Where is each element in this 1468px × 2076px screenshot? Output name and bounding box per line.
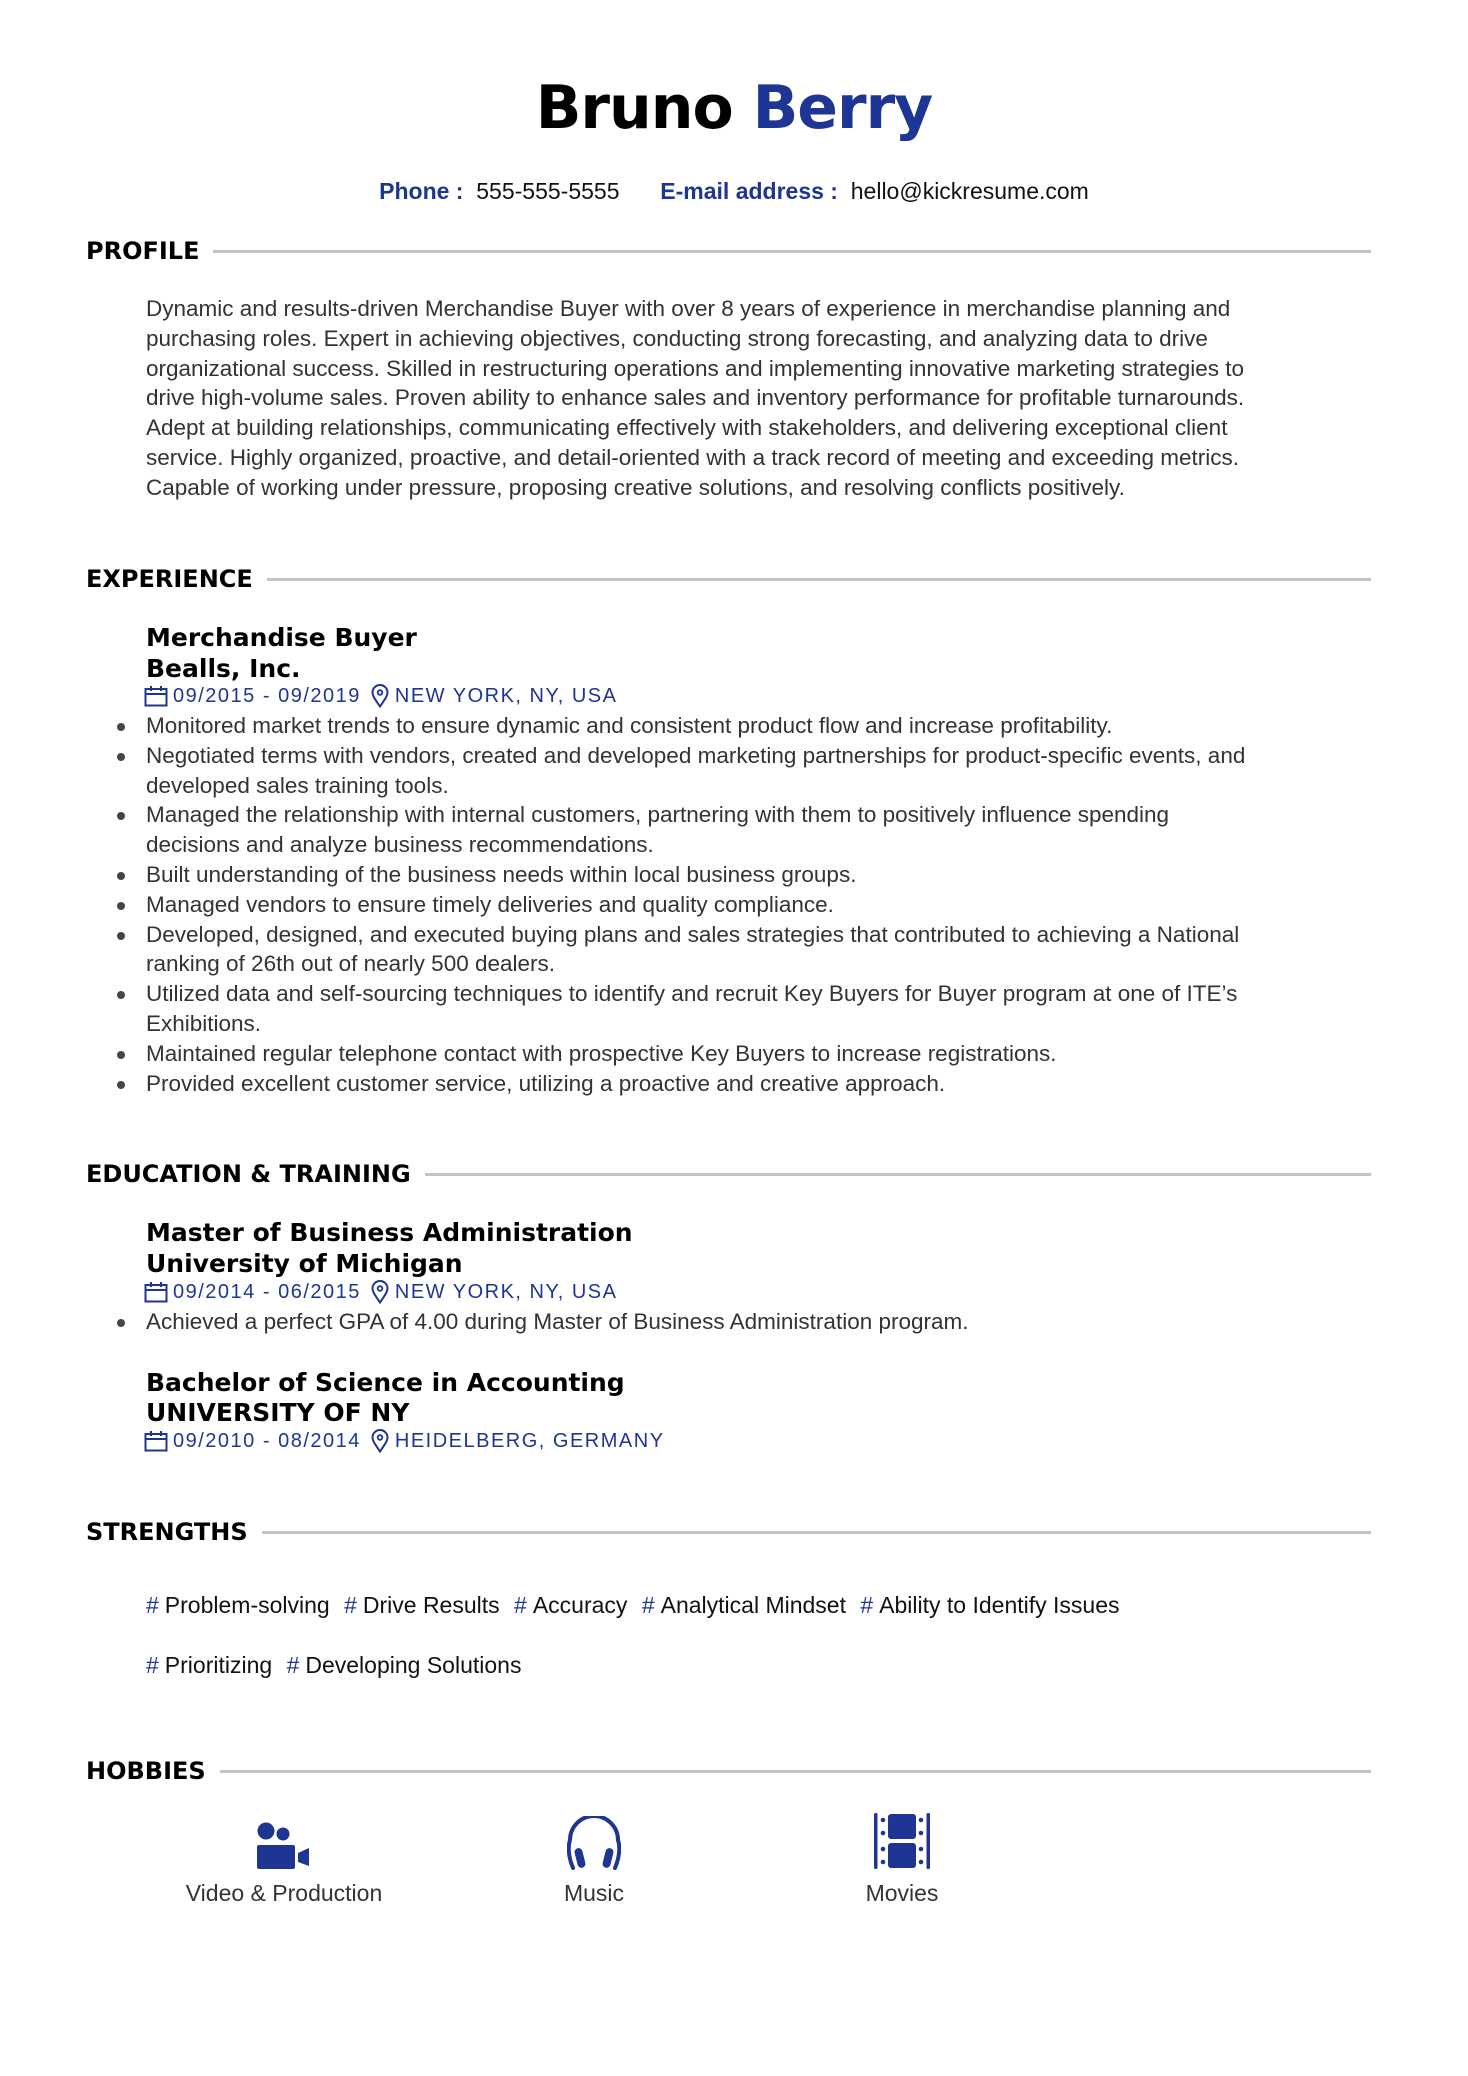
profile-line: organizational success. Skilled in restructuring operations and implementing innovative marketing strategies to — [146, 355, 1245, 381]
section-rule — [220, 1770, 1371, 1773]
section-title: STRENGTHS — [86, 1518, 248, 1546]
school-name: UNIVERSITY OF NY — [146, 1398, 410, 1427]
candidate-name — [0, 72, 1468, 144]
hobby-label: Movies — [865, 1880, 939, 1906]
list-item: Maintained regular telephone contact with prospective Key Buyers to increase registrations. — [146, 1039, 1386, 1069]
section-rule — [262, 1531, 1371, 1534]
education-meta — [144, 1279, 617, 1305]
job-meta — [144, 683, 617, 709]
contact-line — [0, 176, 1468, 206]
profile-line: Adept at building relationships, communicating effectively with stakeholders, and delivering exceptional client — [146, 415, 1228, 441]
calendar-icon — [144, 1430, 168, 1452]
section-education-header — [86, 1157, 1371, 1191]
section-hobbies-header — [86, 1754, 1371, 1788]
film-strip-icon — [772, 1810, 1032, 1870]
list-item: Utilized data and self-sourcing techniques to identify and recruit Key Buyers for Buyer program at one of ITE’s Exhibitions. — [146, 979, 1386, 1039]
phone-value: 555-555-5555 — [476, 178, 620, 204]
section-rule — [267, 578, 1371, 581]
job-location: NEW YORK, NY, USA — [394, 684, 618, 707]
hobby-item — [772, 1810, 1032, 1908]
phone-label: Phone : — [379, 178, 464, 204]
email-value[interactable]: hello@kickresume.com — [850, 178, 1089, 204]
list-item: Achieved a perfect GPA of 4.00 during Master of Business Administration program. — [146, 1307, 1386, 1337]
section-title: EXPERIENCE — [86, 565, 253, 593]
strength-tag: # Analytical Mindset — [641, 1592, 846, 1618]
degree-title: Bachelor of Science in Accounting — [146, 1368, 625, 1397]
education-meta — [144, 1428, 665, 1454]
profile-summary — [146, 294, 1386, 503]
education-dates: 09/2014 - 06/2015 — [173, 1280, 361, 1303]
education-location: HEIDELBERG, GERMANY — [394, 1429, 665, 1452]
email-label: E-mail address : — [660, 178, 838, 204]
section-rule — [425, 1173, 1371, 1176]
profile-line: purchasing roles. Expert in achieving objectives, conducting strong forecasting, and analyzing data to drive — [146, 325, 1208, 351]
section-rule — [213, 250, 1371, 253]
job-company: Bealls, Inc. — [146, 654, 301, 683]
section-title: PROFILE — [86, 237, 200, 265]
education-bullets — [146, 1307, 1386, 1337]
hobby-label: Video & Production — [185, 1880, 383, 1906]
section-title: HOBBIES — [86, 1757, 206, 1785]
list-item: Developed, designed, and executed buying plans and sales strategies that contributed to achieving a National ranking of 26th out of nearly 500 dealers. — [146, 920, 1386, 980]
section-experience-header — [86, 562, 1371, 596]
strength-tag: # Drive Results — [344, 1592, 500, 1618]
location-pin-icon — [371, 1280, 389, 1304]
hobby-label: Music — [563, 1880, 625, 1906]
section-profile-header — [86, 234, 1371, 268]
strengths-row — [146, 1590, 1346, 1620]
degree-title: Master of Business Administration — [146, 1218, 633, 1247]
strengths-row — [146, 1650, 1346, 1680]
list-item: Built understanding of the business needs within local business groups. — [146, 860, 1386, 890]
job-title: Merchandise Buyer — [146, 623, 417, 652]
profile-line: Capable of working under pressure, proposing creative solutions, and resolving conflicts positively. — [146, 474, 1125, 500]
headphones-icon — [464, 1810, 724, 1870]
list-item: Provided excellent customer service, utilizing a proactive and creative approach. — [146, 1069, 1386, 1099]
profile-line: service. Highly organized, proactive, and detail-oriented with a track record of meeting and exceeding metrics. — [146, 444, 1240, 470]
first-name: Bruno — [535, 73, 733, 143]
calendar-icon — [144, 685, 168, 707]
list-item: Monitored market trends to ensure dynamic and consistent product flow and increase profitability. — [146, 711, 1386, 741]
section-strengths-header — [86, 1515, 1371, 1549]
section-title: EDUCATION & TRAINING — [86, 1160, 411, 1188]
hobby-item — [154, 1810, 414, 1908]
location-pin-icon — [371, 684, 389, 708]
job-dates: 09/2015 - 09/2019 — [173, 684, 361, 707]
profile-line: drive high-volume sales. Proven ability to enhance sales and inventory performance for profitable turnarounds. — [146, 385, 1245, 411]
list-item: Managed vendors to ensure timely deliveries and quality compliance. — [146, 890, 1386, 920]
job-bullets — [146, 711, 1386, 1098]
location-pin-icon — [371, 1429, 389, 1453]
list-item: Negotiated terms with vendors, created and developed marketing partnerships for product-specific events, and developed sales training tools. — [146, 741, 1386, 801]
strength-tag: # Problem-solving — [146, 1592, 330, 1618]
strength-tag: # Prioritizing — [146, 1652, 273, 1678]
strength-tag: # Ability to Identify Issues — [860, 1592, 1120, 1618]
video-camera-icon — [154, 1810, 414, 1870]
list-item: Managed the relationship with internal customers, partnering with them to positively influence spending decisions and analyze business recommendations. — [146, 800, 1386, 860]
calendar-icon — [144, 1281, 168, 1303]
last-name: Berry — [752, 73, 933, 143]
education-location: NEW YORK, NY, USA — [394, 1280, 618, 1303]
hobby-item — [464, 1810, 724, 1908]
education-dates: 09/2010 - 08/2014 — [173, 1429, 361, 1452]
strength-tag: # Accuracy — [514, 1592, 628, 1618]
strength-tag: # Developing Solutions — [286, 1652, 522, 1678]
school-name: University of Michigan — [146, 1249, 463, 1278]
profile-line: Dynamic and results-driven Merchandise Buyer with over 8 years of experience in merchandise planning and — [146, 296, 1231, 321]
